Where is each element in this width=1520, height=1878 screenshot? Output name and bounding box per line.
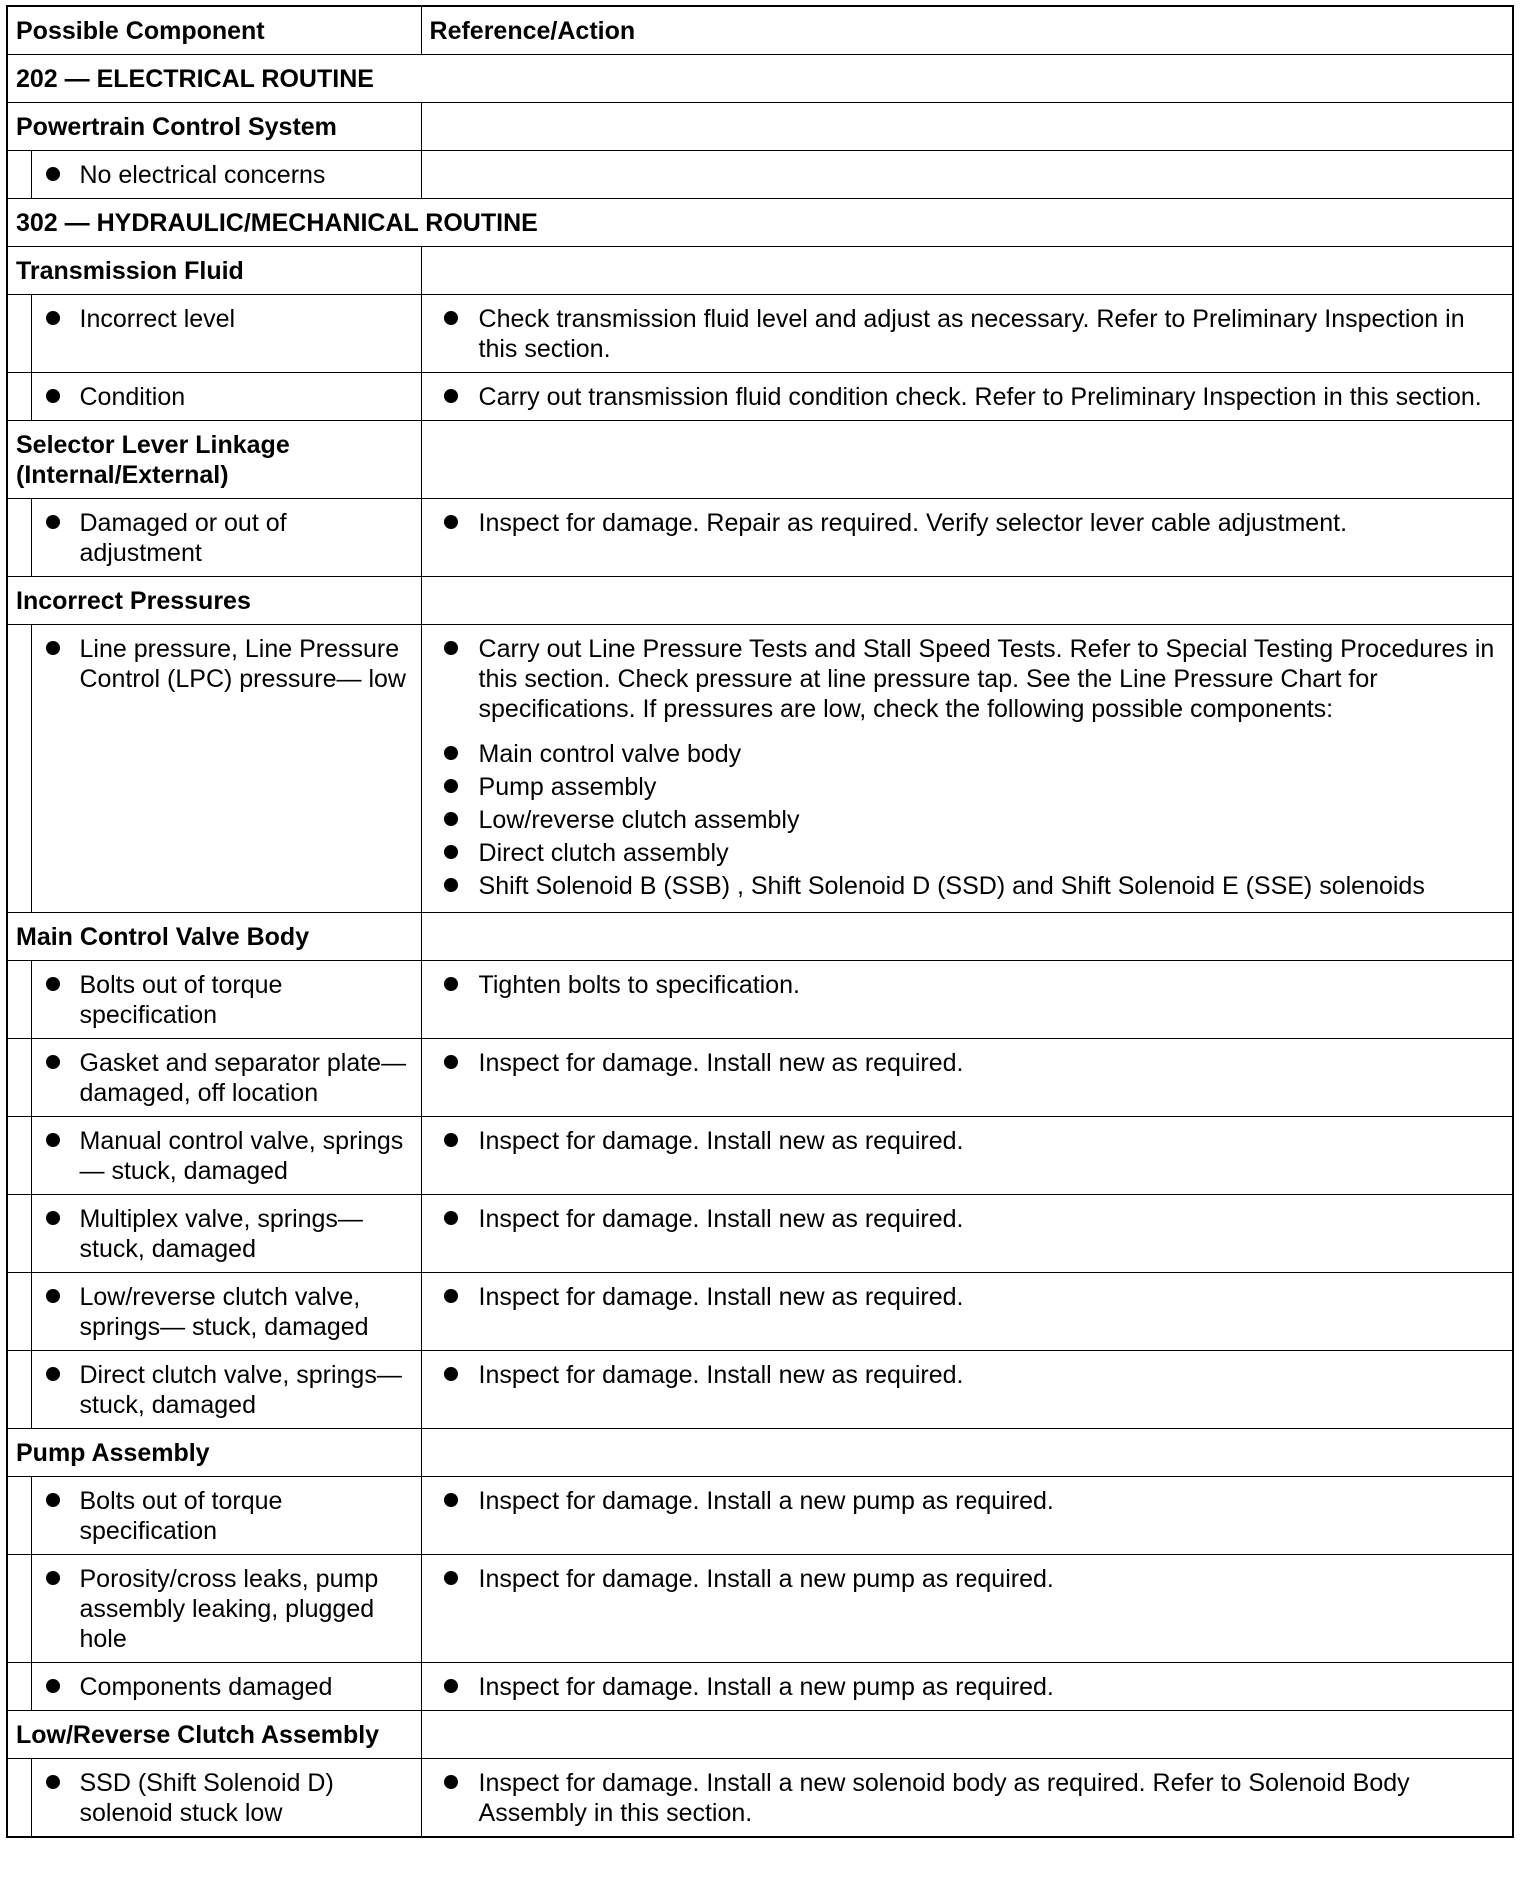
table-row xyxy=(7,1039,1513,1117)
group-row xyxy=(7,1429,1513,1477)
group-row xyxy=(7,421,1513,499)
component-item-text: Components damaged xyxy=(79,1673,333,1701)
component-cell xyxy=(31,1195,421,1273)
bullet-icon xyxy=(444,1211,458,1225)
bullet-icon xyxy=(444,641,458,655)
group-title: Transmission Fluid xyxy=(7,247,421,295)
component-cell xyxy=(31,151,421,199)
action-cell xyxy=(421,625,1513,913)
component-item-text: Incorrect level xyxy=(79,305,236,333)
group-title: Selector Lever Linkage (Internal/External) xyxy=(7,421,421,499)
component-item xyxy=(46,1672,415,1702)
action-cell xyxy=(421,295,1513,373)
indent-gutter xyxy=(7,1663,31,1711)
action-cell xyxy=(421,1663,1513,1711)
bullet-icon xyxy=(46,1679,60,1693)
component-cell xyxy=(31,1477,421,1555)
group-action-empty xyxy=(421,103,1513,151)
action-cell xyxy=(421,1555,1513,1663)
bullet-icon xyxy=(444,977,458,991)
sublist-item xyxy=(444,871,1503,901)
action-cell xyxy=(421,1351,1513,1429)
action-cell xyxy=(421,1477,1513,1555)
action-item xyxy=(444,1672,1503,1702)
component-item-text: Multiplex valve, springs— stuck, damaged xyxy=(79,1205,363,1263)
sublist-item-text: Low/reverse clutch assembly xyxy=(478,806,800,834)
group-title: Pump Assembly xyxy=(7,1429,421,1477)
component-item-text: Line pressure, Line Pressure Control (LPC) pressure— low xyxy=(79,635,406,693)
component-item xyxy=(46,634,415,694)
group-action-empty xyxy=(421,577,1513,625)
bullet-icon xyxy=(46,977,60,991)
group-row xyxy=(7,913,1513,961)
table-row xyxy=(7,499,1513,577)
action-item xyxy=(444,1360,1503,1390)
component-cell xyxy=(31,1351,421,1429)
action-item-text: Inspect for damage. Install a new pump as required. xyxy=(478,1565,1054,1593)
indent-gutter xyxy=(7,373,31,421)
diagnostic-table xyxy=(6,5,1514,1838)
indent-gutter xyxy=(7,625,31,913)
indent-gutter xyxy=(7,295,31,373)
action-item-text: Tighten bolts to specification. xyxy=(478,971,800,999)
indent-gutter xyxy=(7,1195,31,1273)
component-item xyxy=(46,1204,415,1264)
sublist-item-text: Direct clutch assembly xyxy=(478,839,729,867)
group-row xyxy=(7,1711,1513,1759)
action-item xyxy=(444,304,1503,364)
bullet-icon xyxy=(444,746,458,760)
bullet-icon xyxy=(444,1289,458,1303)
action-item xyxy=(444,382,1503,412)
section-title: 202 — ELECTRICAL ROUTINE xyxy=(7,55,1513,103)
bullet-icon xyxy=(444,1055,458,1069)
bullet-icon xyxy=(444,515,458,529)
action-item-text: Inspect for damage. Install new as required. xyxy=(478,1049,964,1077)
component-cell xyxy=(31,295,421,373)
action-item-text: Inspect for damage. Install new as required. xyxy=(478,1127,964,1155)
action-cell xyxy=(421,1117,1513,1195)
bullet-icon xyxy=(46,641,60,655)
component-cell xyxy=(31,961,421,1039)
component-item-text: Condition xyxy=(79,383,186,411)
component-item-text: Manual control valve, springs— stuck, damaged xyxy=(79,1127,404,1185)
bullet-icon xyxy=(444,1679,458,1693)
sublist-item xyxy=(444,739,1503,769)
indent-gutter xyxy=(7,1117,31,1195)
action-item-text: Inspect for damage. Install a new pump as required. xyxy=(478,1487,1054,1515)
sublist-item xyxy=(444,838,1503,868)
group-title: Powertrain Control System xyxy=(7,103,421,151)
table-row xyxy=(7,1195,1513,1273)
indent-gutter xyxy=(7,499,31,577)
action-item xyxy=(444,1486,1503,1516)
table-body xyxy=(7,55,1513,1838)
sublist-item xyxy=(444,805,1503,835)
component-item xyxy=(46,1486,415,1546)
bullet-icon xyxy=(444,1493,458,1507)
group-title: Low/Reverse Clutch Assembly xyxy=(7,1711,421,1759)
component-cell xyxy=(31,499,421,577)
action-cell xyxy=(421,961,1513,1039)
action-cell xyxy=(421,499,1513,577)
bullet-icon xyxy=(444,1775,458,1789)
indent-gutter xyxy=(7,1759,31,1838)
bullet-icon xyxy=(46,389,60,403)
action-item-text: Inspect for damage. Install a new solenoid body as required. Refer to Solenoid Body Assembly in this section. xyxy=(478,1769,1410,1827)
table-row xyxy=(7,1273,1513,1351)
table-row xyxy=(7,151,1513,199)
table-row xyxy=(7,1351,1513,1429)
component-item xyxy=(46,1564,415,1654)
table-row xyxy=(7,1759,1513,1838)
group-row xyxy=(7,103,1513,151)
component-item xyxy=(46,304,415,334)
sublist-item-text: Shift Solenoid B (SSB) , Shift Solenoid D (SSD) and Shift Solenoid E (SSE) solenoids xyxy=(478,872,1425,900)
component-item xyxy=(46,1360,415,1420)
bullet-icon xyxy=(46,1211,60,1225)
component-item-text: No electrical concerns xyxy=(79,161,326,189)
bullet-icon xyxy=(444,845,458,859)
header-component: Possible Component xyxy=(7,6,421,55)
action-cell xyxy=(421,1039,1513,1117)
section-title: 302 — HYDRAULIC/MECHANICAL ROUTINE xyxy=(7,199,1513,247)
bullet-icon xyxy=(46,1367,60,1381)
component-item-text: Direct clutch valve, springs— stuck, damaged xyxy=(79,1361,402,1419)
component-cell xyxy=(31,1273,421,1351)
section-row xyxy=(7,55,1513,103)
bullet-icon xyxy=(444,878,458,892)
indent-gutter xyxy=(7,961,31,1039)
component-item xyxy=(46,970,415,1030)
group-title: Main Control Valve Body xyxy=(7,913,421,961)
bullet-icon xyxy=(444,389,458,403)
sublist-item-text: Main control valve body xyxy=(478,740,742,768)
action-item-text: Inspect for damage. Install new as required. xyxy=(478,1361,964,1389)
action-item xyxy=(444,1564,1503,1594)
component-item xyxy=(46,1048,415,1108)
component-item-text: Damaged or out of adjustment xyxy=(79,509,287,567)
component-item xyxy=(46,1126,415,1186)
action-cell xyxy=(421,1273,1513,1351)
action-sublist xyxy=(444,739,1503,901)
component-item-text: Bolts out of torque specification xyxy=(79,971,283,1029)
bullet-icon xyxy=(46,1571,60,1585)
group-title: Incorrect Pressures xyxy=(7,577,421,625)
indent-gutter xyxy=(7,1477,31,1555)
component-item xyxy=(46,382,415,412)
component-item xyxy=(46,1768,415,1828)
header-row xyxy=(7,6,1513,55)
action-item-text: Inspect for damage. Repair as required. Verify selector lever cable adjustment. xyxy=(478,509,1348,537)
section-row xyxy=(7,199,1513,247)
action-item xyxy=(444,1204,1503,1234)
table-row xyxy=(7,961,1513,1039)
group-action-empty xyxy=(421,913,1513,961)
action-item-text: Inspect for damage. Install new as required. xyxy=(478,1283,964,1311)
sublist-item xyxy=(444,772,1503,802)
table-row xyxy=(7,1477,1513,1555)
action-item xyxy=(444,970,1503,1000)
bullet-icon xyxy=(46,1775,60,1789)
component-item-text: Gasket and separator plate— damaged, off location xyxy=(79,1049,407,1107)
indent-gutter xyxy=(7,1555,31,1663)
component-item-text: Low/reverse clutch valve, springs— stuck, damaged xyxy=(79,1283,369,1341)
action-item xyxy=(444,634,1503,724)
bullet-icon xyxy=(46,515,60,529)
indent-gutter xyxy=(7,1351,31,1429)
component-item xyxy=(46,1282,415,1342)
action-item-text: Carry out transmission fluid condition check. Refer to Preliminary Inspection in this section. xyxy=(478,383,1482,411)
component-cell xyxy=(31,1759,421,1838)
bullet-icon xyxy=(46,1055,60,1069)
component-item-text: Porosity/cross leaks, pump assembly leaking, plugged hole xyxy=(79,1565,379,1653)
component-item-text: Bolts out of torque specification xyxy=(79,1487,283,1545)
group-action-empty xyxy=(421,421,1513,499)
table-row xyxy=(7,295,1513,373)
component-cell xyxy=(31,1555,421,1663)
action-cell xyxy=(421,1195,1513,1273)
table-row xyxy=(7,1117,1513,1195)
action-item xyxy=(444,1048,1503,1078)
group-action-empty xyxy=(421,247,1513,295)
action-item xyxy=(444,1126,1503,1156)
table-row xyxy=(7,1663,1513,1711)
bullet-icon xyxy=(444,1571,458,1585)
bullet-icon xyxy=(46,311,60,325)
indent-gutter xyxy=(7,1273,31,1351)
bullet-icon xyxy=(444,779,458,793)
component-item-text: SSD (Shift Solenoid D) solenoid stuck low xyxy=(79,1769,334,1827)
bullet-icon xyxy=(46,167,60,181)
indent-gutter xyxy=(7,1039,31,1117)
component-cell xyxy=(31,1117,421,1195)
component-cell xyxy=(31,373,421,421)
component-item xyxy=(46,508,415,568)
action-cell xyxy=(421,373,1513,421)
component-cell xyxy=(31,1663,421,1711)
action-item xyxy=(444,508,1503,538)
bullet-icon xyxy=(46,1289,60,1303)
indent-gutter xyxy=(7,151,31,199)
action-item-text: Check transmission fluid level and adjust as necessary. Refer to Preliminary Inspection in this section. xyxy=(478,305,1465,363)
action-item xyxy=(444,1282,1503,1312)
bullet-icon xyxy=(46,1493,60,1507)
table-row xyxy=(7,1555,1513,1663)
action-item-text: Carry out Line Pressure Tests and Stall Speed Tests. Refer to Special Testing Procedures in this section. Check pressure at line pressure tap. See the Line Pressure Chart for specifications. If pressures are low, check the following possible components: xyxy=(478,635,1495,723)
component-cell xyxy=(31,1039,421,1117)
sublist-item-text: Pump assembly xyxy=(478,773,657,801)
header-action: Reference/Action xyxy=(421,6,1513,55)
action-cell xyxy=(421,151,1513,199)
bullet-icon xyxy=(46,1133,60,1147)
group-action-empty xyxy=(421,1429,1513,1477)
group-row xyxy=(7,247,1513,295)
bullet-icon xyxy=(444,1133,458,1147)
action-item-text: Inspect for damage. Install a new pump as required. xyxy=(478,1673,1054,1701)
table-row xyxy=(7,625,1513,913)
bullet-icon xyxy=(444,1367,458,1381)
action-item-text: Inspect for damage. Install new as required. xyxy=(478,1205,964,1233)
group-action-empty xyxy=(421,1711,1513,1759)
group-row xyxy=(7,577,1513,625)
diagnostic-table-page xyxy=(6,5,1512,1838)
bullet-icon xyxy=(444,812,458,826)
table-row xyxy=(7,373,1513,421)
action-item xyxy=(444,1768,1503,1828)
component-item xyxy=(46,160,415,190)
bullet-icon xyxy=(444,311,458,325)
action-cell xyxy=(421,1759,1513,1838)
component-cell xyxy=(31,625,421,913)
